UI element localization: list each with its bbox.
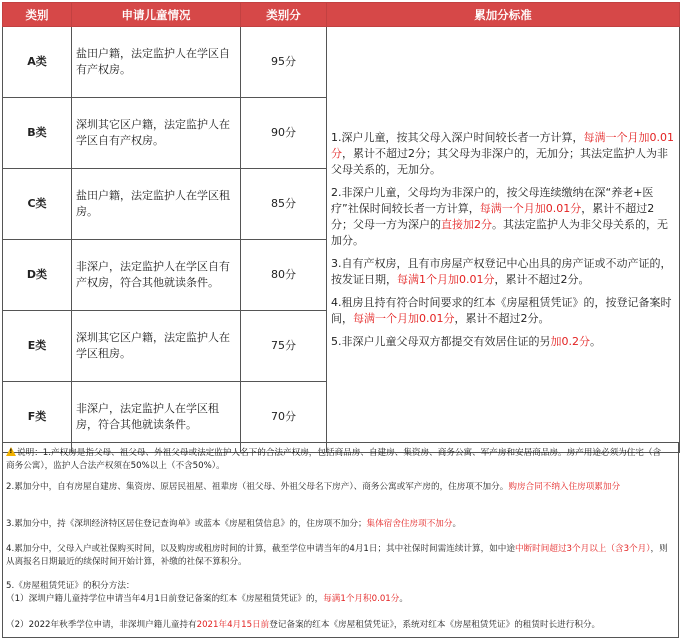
notes-section	[2, 442, 679, 638]
header-condition: 申请儿童情况	[72, 3, 241, 27]
condition-cell: 深圳其它区户籍，法定监护人在学区自有产权房。	[72, 98, 241, 169]
table-row	[3, 27, 680, 98]
note-3: 3.累加分中，持《深圳经济特区居住登记查询单》或蓝本《房屋租赁信息》的，住房项不加分；集体宿舍住房项不加分。	[6, 519, 462, 529]
category-cell: B类	[3, 98, 72, 169]
note-5-2: （2）2022年秋季学位申请，非深圳户籍儿童持有2021年4月15日前登记备案的红本《房屋租赁凭证》，系统对红本《房屋租赁凭证》的租赁时长进行积分。	[6, 620, 601, 630]
note-1: ! 说明：1.产权房是指父母、祖父母、外祖父母或法定监护人名下的合法产权房，包括商品房、自建房、集资房、商务公寓、军产房和安居商品房。房产用途必须为住宅（含商务公寓），监护人合法产权须在50%以上（不含50%）。	[6, 448, 662, 471]
condition-cell: 非深户，法定监护人在学区自有产权房，符合其他就读条件。	[72, 240, 241, 311]
standard-item-3: 3.自有产权房，且有市房屋产权登记中心出具的房产证或不动产证的，按发证日期，每满1个月加0.01分，累计不超过2分。	[331, 256, 672, 286]
note-5: 5.《房屋租赁凭证》的积分方法：	[6, 581, 135, 591]
score-cell: 95分	[241, 27, 327, 98]
header-standard: 累加分标准	[327, 3, 680, 27]
warning-icon: !	[6, 447, 16, 456]
table-header-row	[3, 3, 680, 27]
category-cell: C类	[3, 169, 72, 240]
score-cell: 90分	[241, 98, 327, 169]
admission-score-table	[2, 2, 680, 453]
condition-cell: 非深户，法定监护人在学区租房，符合其他就读条件。	[72, 382, 241, 453]
score-cell: 80分	[241, 240, 327, 311]
standard-item-4: 4.租房且持有符合时间要求的红本《房屋租赁凭证》的，按登记备案时间，每满一个月加0.01分，累计不超过2分。	[331, 295, 672, 325]
condition-cell: 深圳其它区户籍，法定监护人在学区租房。	[72, 311, 241, 382]
header-score: 类别分	[241, 3, 327, 27]
condition-cell: 盐田户籍，法定监护人在学区租房。	[72, 169, 241, 240]
category-cell: A类	[3, 27, 72, 98]
standard-item-2: 2.非深户儿童，父母均为非深户的，按父母连续缴纳在深“养老+医疗”社保时间较长者一方计算，每满一个月加0.01分，累计不超过2分；父母一方为深户的直接加2分。其法定监护人为非父母关系的，无加分。	[331, 185, 668, 247]
score-cell: 75分	[241, 311, 327, 382]
standard-item-5: 5.非深户儿童父母双方都提交有效居住证的另加0.2分。	[331, 334, 601, 348]
category-cell: D类	[3, 240, 72, 311]
header-category: 类别	[3, 3, 72, 27]
note-4: 4.累加分中，父母入户或社保购买时间，以及购房或租房时间的计算，截至学位申请当年的4月1日；其中社保时间需连续计算，如中途中断时间超过3个月以上（含3个月），则从离报名日期最近的续保时间开始计算，补缴的社保不算积分。	[6, 544, 668, 567]
score-cell: 70分	[241, 382, 327, 453]
score-cell: 85分	[241, 169, 327, 240]
standard-item-1: 1.深户儿童，按其父母入深户时间较长者一方计算，每满一个月加0.01分，累计不超过2分；其父母为非深户的，无加分；其法定监护人为非父母关系的，无加分。	[331, 130, 674, 176]
note-2: 2.累加分中，自有房屋自建房、集资房、原居民祖屋、祖辈房（祖父母、外祖父母名下房产）、商务公寓或军产房的，住房项不加分。购房合同不纳入住房项累加分	[6, 482, 621, 492]
condition-cell: 盐田户籍，法定监护人在学区自有产权房。	[72, 27, 241, 98]
standard-cell	[327, 27, 680, 453]
category-cell: E类	[3, 311, 72, 382]
note-5-1: （1）深圳户籍儿童持学位申请当年4月1日前登记备案的红本《房屋租赁凭证》的，每满1个月积0.01分。	[6, 594, 408, 604]
category-cell: F类	[3, 382, 72, 453]
